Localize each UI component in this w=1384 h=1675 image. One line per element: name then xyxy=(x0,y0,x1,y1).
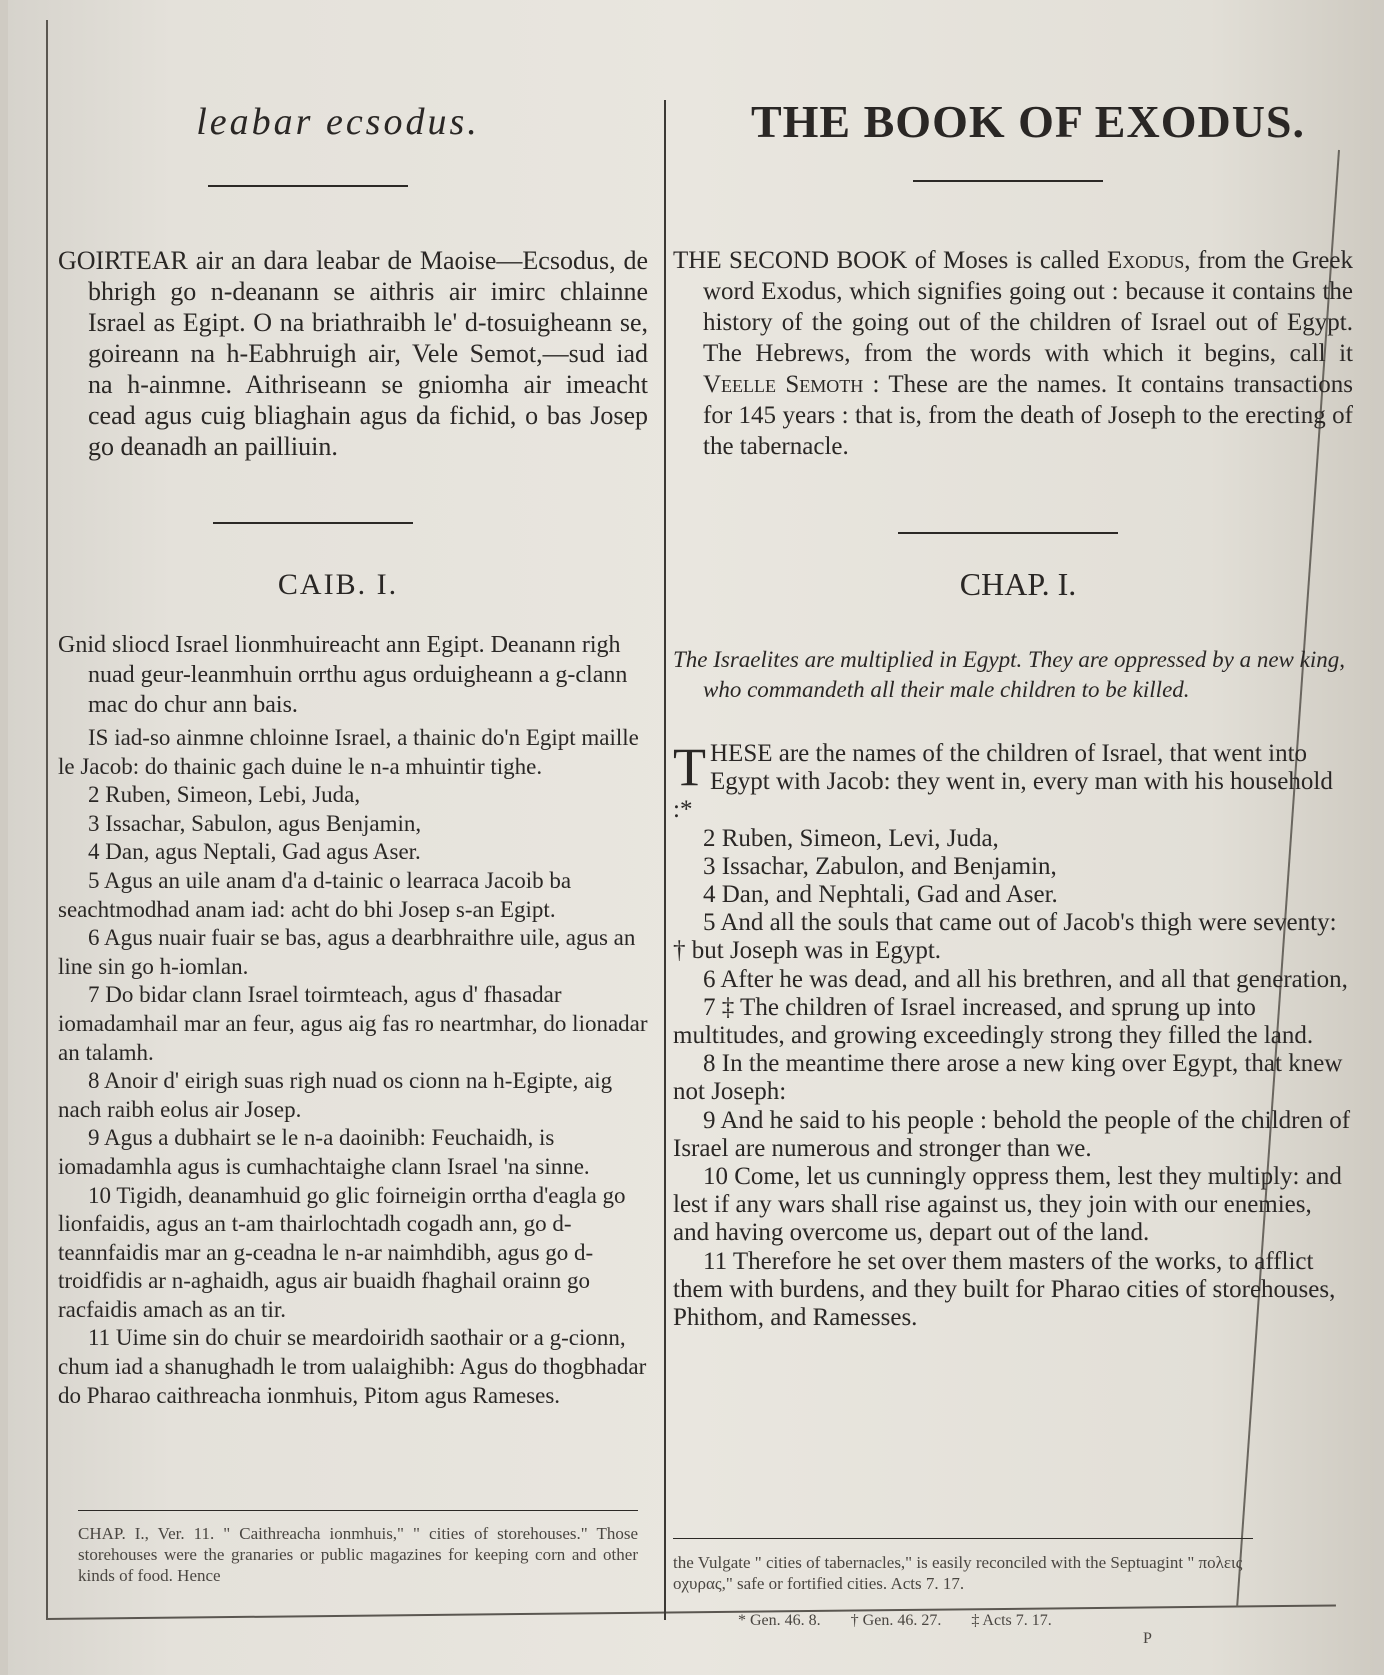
verse: 2 Ruben, Simeon, Lebi, Juda, xyxy=(88,782,361,808)
verse: THESE are the names of the children of Israel, that went into Egypt with Jacob: they went in, every man with his household :* xyxy=(673,737,1333,824)
irish-intro-text: GOIRTEAR air an dara leabar de Maoise—Ecsodus, de bhrigh go n-deanann se aithris air imirc chlainne Israel as Egipt. O na briathraibh le' d-tosuigheann se, goireann na h-Eabhruigh air, Vele Semot,—sud iad na h-ainmne. Aithriseann se gniomha air imeacht cead agus cuig bliaghain agus da fichid, o bas Josep go deanadh an pailliuin. xyxy=(58,246,648,461)
verse: 3 Issachar, Sabulon, agus Benjamin, xyxy=(88,810,422,836)
english-verses xyxy=(673,737,1353,1332)
verse: 9 Agus a dubhairt se le n-a daoinibh: Feuchaidh, is iomadamhla agus is cumhachtaighe clann Israel 'na sinne. xyxy=(58,1125,590,1179)
verse: 8 In the meantime there arose a new king over Egypt, that knew not Joseph: xyxy=(673,1050,1343,1106)
english-intro-text: THE SECOND BOOK of Moses is called Exodus, from the Greek word Exodus, which signifies going out : because it contains the history of the going out of the children of Israel out of Egypt. The Hebrews, from the words with which it begins, call it Veelle Semoth : These are the names. It contains transactions for 145 years : that is, from the death of Joseph to the erecting of the tabernacle. xyxy=(673,247,1353,460)
verse: 7 ‡ The children of Israel increased, and sprung up into multitudes, and growing exceedingly strong they filled the land. xyxy=(673,993,1314,1050)
signature-mark: P xyxy=(1143,1630,1152,1647)
verse: 4 Dan, and Nephtali, Gad and Aser. xyxy=(703,881,1058,909)
verse: 7 Do bidar clann Israel toirmteach, agus d' fhasadar iomadamhail mar an feur, agus aig fas ro neartmhar, do lionadar an talamh. xyxy=(58,982,648,1065)
verse: IS iad-so ainmne chloinne Israel, a thainic do'n Egipt maille le Jacob: do thainic gach duine le n-a mhuintir tighe. xyxy=(58,725,639,779)
verse: 2 Ruben, Simeon, Levi, Juda, xyxy=(703,824,999,852)
english-summary: The Israelites are multiplied in Egypt. They are oppressed by a new king, who commandeth all their male children to be killed. xyxy=(673,647,1345,702)
verse: 5 And all the souls that came out of Jacob's thigh were seventy: † but Joseph was in Egypt. xyxy=(673,909,1337,965)
english-intro xyxy=(673,245,1353,462)
verse: 10 Come, let us cunningly oppress them, lest they multiply: and lest if any wars shall rise against us, they join with our enemies, and having overcome us, depart out of the land. xyxy=(673,1163,1342,1247)
verse: 10 Tigidh, deanamhuid go glic foirneigin orrtha d'eagla go lionfaidis, agus an t-am thairlochtadh cogadh ann, go d-teannfaidis mar an g-ceadna le n-ar naimhdibh, agus go d-troidfidis ar n-aghaidh, agus air buaidh fhaghail orainn go racfaidis amach as an tir. xyxy=(58,1182,626,1322)
rule xyxy=(208,185,408,187)
irish-verses xyxy=(58,724,648,1410)
rule xyxy=(898,532,1118,534)
verse: 9 And he said to his people : behold the people of the children of Israel are numerous and stronger than we. xyxy=(673,1106,1351,1162)
irish-footnote: CHAP. I., Ver. 11. " Caithreacha ionmhuis," " cities of storehouses." Those storehouses were the granaries or public magazines for keeping corn and other kinds of food. Hence xyxy=(78,1524,638,1585)
cross-reference: * Gen. 46. 8. xyxy=(738,1612,821,1629)
verse: 11 Therefore he set over them masters of the works, to afflict them with burdens, and they built for Pharao cities of storehouses, Phithom, and Ramesses. xyxy=(673,1247,1336,1332)
book-page xyxy=(8,0,1374,1675)
english-title: THE BOOK OF EXODUS. xyxy=(750,96,1306,147)
irish-summary: Gnid sliocd Israel lionmhuireacht ann Egipt. Deanann righ nuad geur-leanmhuin orrthu agus orduigheann a g-clann mac do chur ann bais. xyxy=(58,632,628,718)
verse: 4 Dan, agus Neptali, Gad agus Aser. xyxy=(88,839,421,865)
verse: 6 Agus nuair fuair se bas, agus a dearbhraithre uile, agus an line sin go h-iomlan. xyxy=(58,925,636,979)
footnote-rule xyxy=(78,1510,638,1511)
irish-title: leabar ecsodus. xyxy=(196,101,480,143)
verse: 6 After he was dead, and all his brethren, and all that generation, xyxy=(703,965,1348,993)
verse: 11 Uime sin do chuir se meardoiridh saothair or a g-cionn, chum iad a shanughadh le trom ualaighibh: Agus do thogbhadar do Pharao caithreacha ionmhuis, Pitom agus Rameses. xyxy=(58,1325,647,1408)
column-divider xyxy=(664,100,666,1620)
cross-reference: ‡ Acts 7. 17. xyxy=(971,1612,1052,1629)
page-frame-left xyxy=(46,20,48,1620)
verse: 5 Agus an uile anam d'a d-tainic o learraca Jacoib ba seachtmodhad anam iad: acht do bhi Josep s-an Egipt. xyxy=(58,867,572,922)
irish-intro xyxy=(58,245,648,462)
irish-chapter-heading: CAIB. I. xyxy=(277,568,399,601)
rule xyxy=(213,522,413,524)
english-chapter-heading: CHAP. I. xyxy=(959,566,1077,602)
english-footnote: the Vulgate " cities of tabernacles," is easily reconciled with the Septuagint " πολεις οχυρας," safe or fortified cities. Acts 7. 17. xyxy=(673,1553,1243,1593)
footnote-rule xyxy=(673,1538,1253,1539)
verse: 8 Anoir d' eirigh suas righ nuad os cionn na h-Egipte, aig nach raibh eolus air Josep. xyxy=(58,1068,613,1122)
rule xyxy=(913,180,1103,182)
cross-references xyxy=(738,1612,1258,1630)
cross-reference: † Gen. 46. 27. xyxy=(850,1612,942,1629)
verse: 3 Issachar, Zabulon, and Benjamin, xyxy=(703,852,1057,880)
drop-cap: T xyxy=(673,737,706,797)
